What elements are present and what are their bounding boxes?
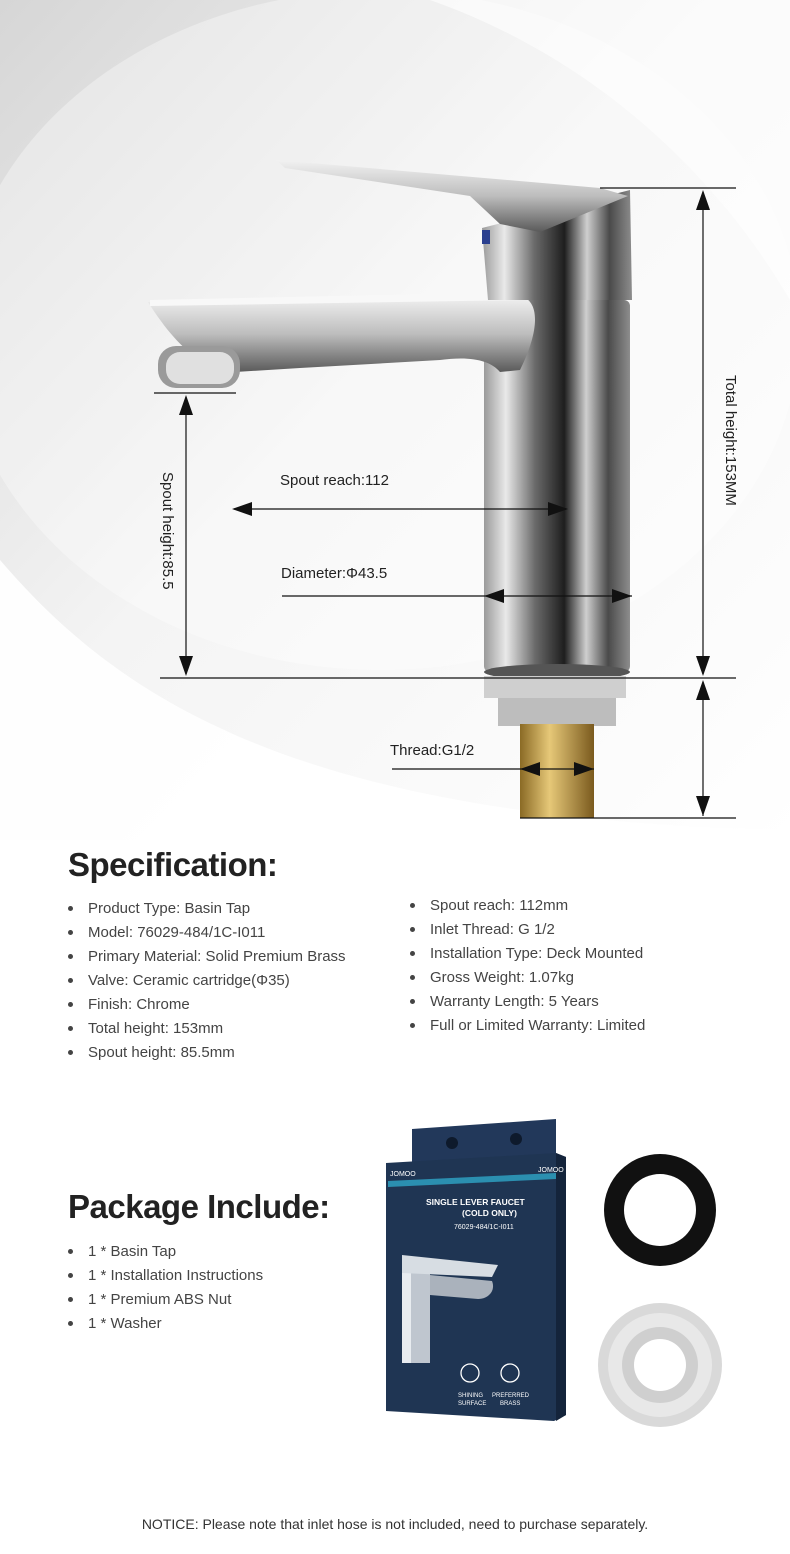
notice-text: NOTICE: Please note that inlet hose is not included, need to purchase separately. — [141, 1516, 649, 1532]
package-list — [68, 1240, 263, 1336]
list-item: Spout reach: 112mm — [410, 894, 645, 918]
spec-list-left — [68, 897, 346, 1065]
product-box — [386, 1119, 566, 1421]
package-contents-image — [380, 1115, 740, 1435]
badge-2-line2: BRASS — [500, 1401, 521, 1407]
badge-1-line2: SURFACE — [458, 1401, 487, 1407]
list-item: 1 * Installation Instructions — [68, 1264, 263, 1288]
spout-reach-label: Spout reach:112 — [280, 472, 389, 489]
spout-height-label: Spout height:85.5 — [159, 472, 176, 590]
diameter-label: Diameter:Φ43.5 — [281, 565, 388, 582]
thread-label: Thread:G1/2 — [390, 742, 475, 759]
box-headline-1: SINGLE LEVER FAUCET — [426, 1197, 525, 1207]
list-item: Total height: 153mm — [68, 1017, 346, 1041]
box-brand-right: JOMOO — [538, 1167, 564, 1174]
list-item: Spout height: 85.5mm — [68, 1041, 346, 1065]
list-item: Inlet Thread: G 1/2 — [410, 918, 645, 942]
box-model: 76029-484/1C-I011 — [454, 1224, 514, 1231]
total-height-label: Total height:153MM — [722, 375, 739, 506]
list-item: 1 * Washer — [68, 1312, 263, 1336]
list-item: Product Type: Basin Tap — [68, 897, 346, 921]
box-headline-2: (COLD ONLY) — [462, 1208, 517, 1218]
package-title: Package Include: — [68, 1188, 330, 1225]
list-item: Model: 76029-484/1C-I011 — [68, 921, 346, 945]
list-item: Finish: Chrome — [68, 993, 346, 1017]
list-item: Gross Weight: 1.07kg — [410, 966, 645, 990]
list-item: Warranty Length: 5 Years — [410, 990, 645, 1014]
list-item: Primary Material: Solid Premium Brass — [68, 945, 346, 969]
badge-1-line1: SHINING — [458, 1393, 484, 1399]
list-item: Full or Limited Warranty: Limited — [410, 1014, 645, 1038]
list-item: Valve: Ceramic cartridge(Φ35) — [68, 969, 346, 993]
list-item: Installation Type: Deck Mounted — [410, 942, 645, 966]
box-brand-left: JOMOO — [390, 1171, 416, 1178]
abs-nut-image — [598, 1303, 722, 1427]
list-item: 1 * Basin Tap — [68, 1240, 263, 1264]
badge-2-line1: PREFERRED — [492, 1393, 530, 1399]
washer-image — [604, 1154, 716, 1266]
specification-title: Specification: — [68, 846, 278, 883]
list-item: 1 * Premium ABS Nut — [68, 1288, 263, 1312]
spec-list-right — [410, 894, 645, 1038]
